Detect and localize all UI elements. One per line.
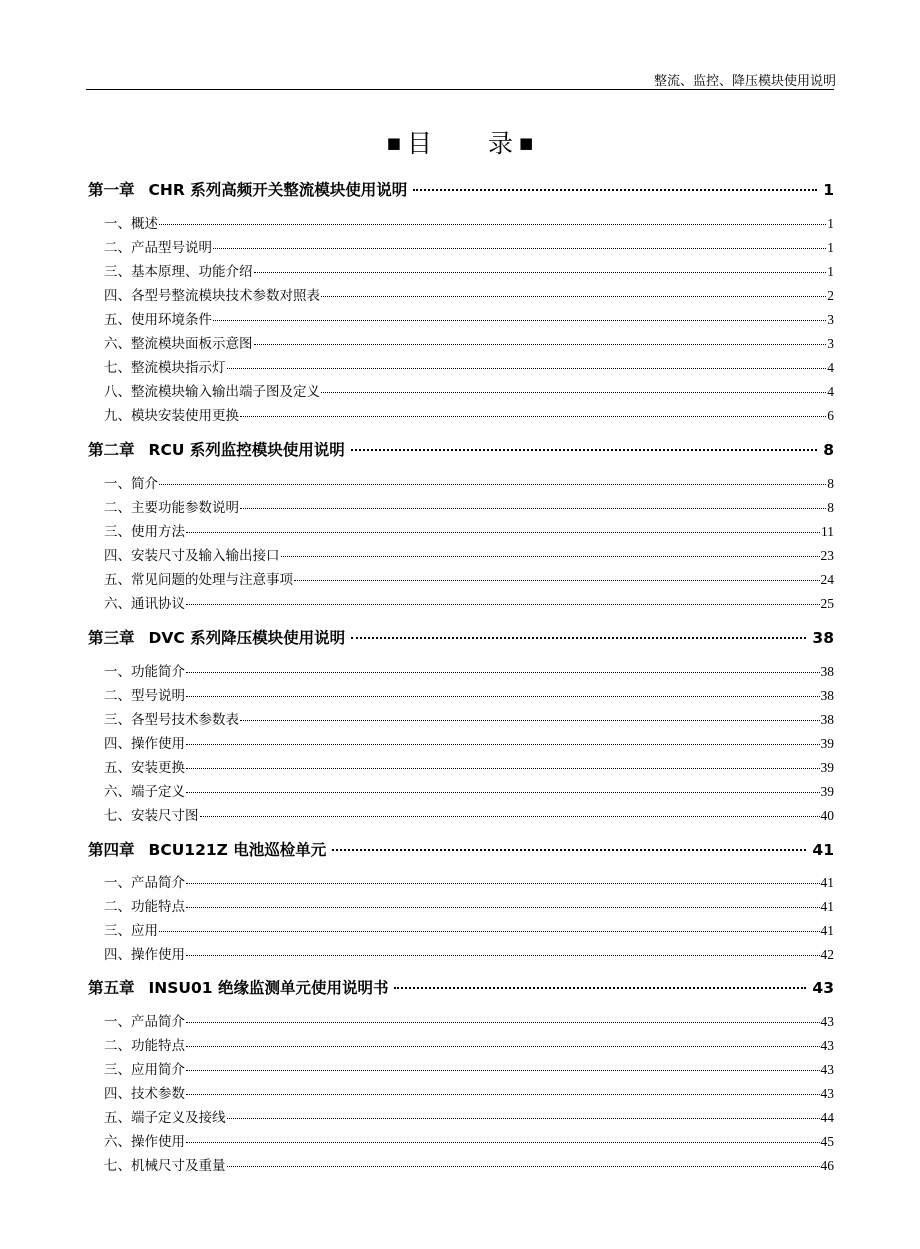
- section-entry[interactable]: [88, 919, 834, 939]
- chapter-entry[interactable]: [88, 626, 834, 648]
- chapter-entry[interactable]: [88, 838, 834, 860]
- dot-leader: [186, 1142, 820, 1143]
- section-title: 四、安装尺寸及输入输出接口: [104, 548, 280, 563]
- section-title: 七、安装尺寸图: [104, 808, 199, 823]
- section-title: 一、概述: [104, 216, 158, 231]
- section-title: 七、整流模块指示灯: [104, 360, 226, 375]
- chapter-page: 43: [812, 979, 834, 997]
- section-title: 一、简介: [104, 476, 158, 491]
- section-page: 3: [827, 336, 834, 351]
- section-title: 二、主要功能参数说明: [104, 500, 239, 515]
- section-title: 四、技术参数: [104, 1086, 185, 1101]
- section-page: 24: [820, 572, 834, 587]
- dot-leader: [213, 248, 826, 249]
- section-title: 三、使用方法: [104, 524, 185, 539]
- dot-leader: [159, 484, 826, 485]
- section-title: 七、机械尺寸及重量: [104, 1158, 226, 1173]
- section-title: 四、操作使用: [104, 736, 185, 751]
- section-title: 五、使用环境条件: [104, 312, 212, 327]
- dot-leader: [186, 532, 820, 533]
- chapter-number: 第四章: [88, 841, 135, 859]
- header-rule: [86, 89, 834, 90]
- section-title: 三、应用简介: [104, 1062, 185, 1077]
- section-page: 25: [820, 596, 834, 611]
- section-entry[interactable]: [88, 1034, 834, 1054]
- section-title: 二、功能特点: [104, 899, 185, 914]
- section-entry[interactable]: [88, 1154, 834, 1174]
- title-left-mark: ■: [386, 134, 401, 152]
- section-page: 39: [820, 760, 834, 775]
- section-entry[interactable]: [88, 871, 834, 891]
- section-entry[interactable]: [88, 943, 834, 963]
- section-entry[interactable]: [88, 1130, 834, 1150]
- dot-leader: [227, 1166, 820, 1167]
- dot-leader: [186, 672, 820, 673]
- section-title: 九、模块安装使用更换: [104, 408, 239, 423]
- dot-leader: [186, 883, 820, 884]
- section-page: 23: [820, 548, 834, 563]
- section-title: 三、基本原理、功能介绍: [104, 264, 253, 279]
- section-page: 2: [827, 288, 834, 303]
- section-title: 五、安装更换: [104, 760, 185, 775]
- section-entry[interactable]: [88, 684, 834, 704]
- chapter-entry[interactable]: [88, 976, 834, 998]
- section-entry[interactable]: [88, 520, 834, 540]
- chapter-title: DVC 系列降压模块使用说明: [148, 629, 346, 647]
- section-page: 43: [820, 1014, 834, 1029]
- section-entry[interactable]: [88, 308, 834, 328]
- section-page: 43: [820, 1062, 834, 1077]
- dot-leader: [186, 907, 820, 908]
- section-page: 1: [827, 240, 834, 255]
- section-page: 1: [827, 216, 834, 231]
- section-entry[interactable]: [88, 780, 834, 800]
- section-title: 六、操作使用: [104, 1134, 185, 1149]
- section-title: 四、操作使用: [104, 947, 185, 962]
- chapter-page: 38: [812, 629, 834, 647]
- dot-leader: [186, 955, 820, 956]
- section-entry[interactable]: [88, 380, 834, 400]
- dot-leader: [321, 392, 826, 393]
- dot-leader: [186, 744, 820, 745]
- section-title: 二、型号说明: [104, 688, 185, 703]
- dot-leader: [186, 1046, 820, 1047]
- dot-leader: [240, 416, 826, 417]
- dot-leader: [227, 368, 827, 369]
- dot-leader: [159, 931, 820, 932]
- section-title: 五、端子定义及接线: [104, 1110, 226, 1125]
- dot-leader: [281, 556, 820, 557]
- section-entry[interactable]: [88, 544, 834, 564]
- section-entry[interactable]: [88, 1106, 834, 1126]
- chapter-entry[interactable]: [88, 178, 834, 200]
- section-title: 三、各型号技术参数表: [104, 712, 239, 727]
- chapter-title: RCU 系列监控模块使用说明: [148, 441, 345, 459]
- section-entry[interactable]: [88, 756, 834, 776]
- section-page: 45: [820, 1134, 834, 1149]
- section-page: 44: [820, 1110, 834, 1125]
- chapter-number: 第一章: [88, 181, 135, 199]
- section-entry[interactable]: [88, 1010, 834, 1030]
- dot-leader: [186, 696, 820, 697]
- chapter-entry[interactable]: [88, 438, 834, 460]
- chapter-number: 第三章: [88, 629, 135, 647]
- section-page: 43: [820, 1038, 834, 1053]
- section-page: 39: [820, 736, 834, 751]
- section-page: 6: [827, 408, 834, 423]
- section-title: 六、整流模块面板示意图: [104, 336, 253, 351]
- section-entry[interactable]: [88, 332, 834, 352]
- dot-leader: [186, 792, 820, 793]
- dot-leader: [240, 508, 826, 509]
- dot-leader: [351, 449, 817, 451]
- dot-leader: [394, 987, 806, 989]
- section-entry[interactable]: [88, 732, 834, 752]
- section-page: 41: [820, 875, 834, 890]
- chapter-page: 41: [812, 841, 834, 859]
- section-entry[interactable]: [88, 1082, 834, 1102]
- dot-leader: [254, 272, 827, 273]
- section-page: 4: [827, 384, 834, 399]
- dot-leader: [294, 580, 820, 581]
- section-title: 一、功能简介: [104, 664, 185, 679]
- section-page: 8: [827, 500, 834, 515]
- section-page: 41: [820, 923, 834, 938]
- chapter-number: 第五章: [88, 979, 135, 997]
- section-entry[interactable]: [88, 496, 834, 516]
- dot-leader: [186, 768, 820, 769]
- chapter-title: BCU121Z 电池巡检单元: [148, 841, 327, 859]
- section-title: 六、通讯协议: [104, 596, 185, 611]
- section-title: 一、产品简介: [104, 1014, 185, 1029]
- title-word-2: 录: [488, 129, 514, 158]
- section-entry[interactable]: [88, 236, 834, 256]
- dot-leader: [254, 344, 827, 345]
- section-entry[interactable]: [88, 660, 834, 680]
- section-title: 五、常见问题的处理与注意事项: [104, 572, 293, 587]
- dot-leader: [213, 320, 826, 321]
- section-page: 1: [827, 264, 834, 279]
- section-title: 二、产品型号说明: [104, 240, 212, 255]
- section-page: 41: [820, 899, 834, 914]
- section-entry[interactable]: [88, 356, 834, 376]
- chapter-title: CHR 系列高频开关整流模块使用说明: [148, 181, 408, 199]
- section-entry[interactable]: [88, 568, 834, 588]
- section-entry[interactable]: [88, 472, 834, 492]
- dot-leader: [240, 720, 820, 721]
- section-title: 一、产品简介: [104, 875, 185, 890]
- dot-leader: [186, 1094, 820, 1095]
- title-word-1: 目: [406, 129, 432, 158]
- section-page: 4: [827, 360, 834, 375]
- title-right-mark: ■: [519, 134, 534, 152]
- section-page: 46: [820, 1158, 834, 1173]
- section-page: 38: [820, 712, 834, 727]
- dot-leader: [200, 816, 820, 817]
- section-page: 8: [827, 476, 834, 491]
- dot-leader: [186, 1022, 820, 1023]
- section-entry[interactable]: [88, 404, 834, 424]
- section-title: 八、整流模块输入输出端子图及定义: [104, 384, 320, 399]
- section-entry[interactable]: [88, 212, 834, 232]
- section-entry[interactable]: [88, 708, 834, 728]
- section-entry[interactable]: [88, 895, 834, 915]
- dot-leader: [159, 224, 826, 225]
- chapter-title: INSU01 绝缘监测单元使用说明书: [148, 979, 389, 997]
- section-page: 39: [820, 784, 834, 799]
- chapter-page: 1: [823, 181, 834, 199]
- running-header: 整流、监控、降压模块使用说明: [653, 74, 836, 89]
- section-entry[interactable]: [88, 284, 834, 304]
- section-entry[interactable]: [88, 1058, 834, 1078]
- section-page: 40: [820, 808, 834, 823]
- section-entry[interactable]: [88, 592, 834, 612]
- section-title: 三、应用: [104, 923, 158, 938]
- dot-leader: [413, 189, 817, 191]
- dot-leader: [186, 604, 820, 605]
- section-entry[interactable]: [88, 804, 834, 824]
- section-page: 42: [820, 947, 834, 962]
- toc-title: [0, 124, 920, 160]
- section-title: 六、端子定义: [104, 784, 185, 799]
- section-page: 3: [827, 312, 834, 327]
- section-page: 38: [820, 664, 834, 679]
- section-page: 38: [820, 688, 834, 703]
- dot-leader: [321, 296, 826, 297]
- section-entry[interactable]: [88, 260, 834, 280]
- dot-leader: [227, 1118, 820, 1119]
- section-page: 11: [821, 524, 834, 539]
- chapter-page: 8: [823, 441, 834, 459]
- dot-leader: [332, 849, 806, 851]
- dot-leader: [351, 637, 806, 639]
- section-page: 43: [820, 1086, 834, 1101]
- section-title: 四、各型号整流模块技术参数对照表: [104, 288, 320, 303]
- dot-leader: [186, 1070, 820, 1071]
- section-title: 二、功能特点: [104, 1038, 185, 1053]
- chapter-number: 第二章: [88, 441, 135, 459]
